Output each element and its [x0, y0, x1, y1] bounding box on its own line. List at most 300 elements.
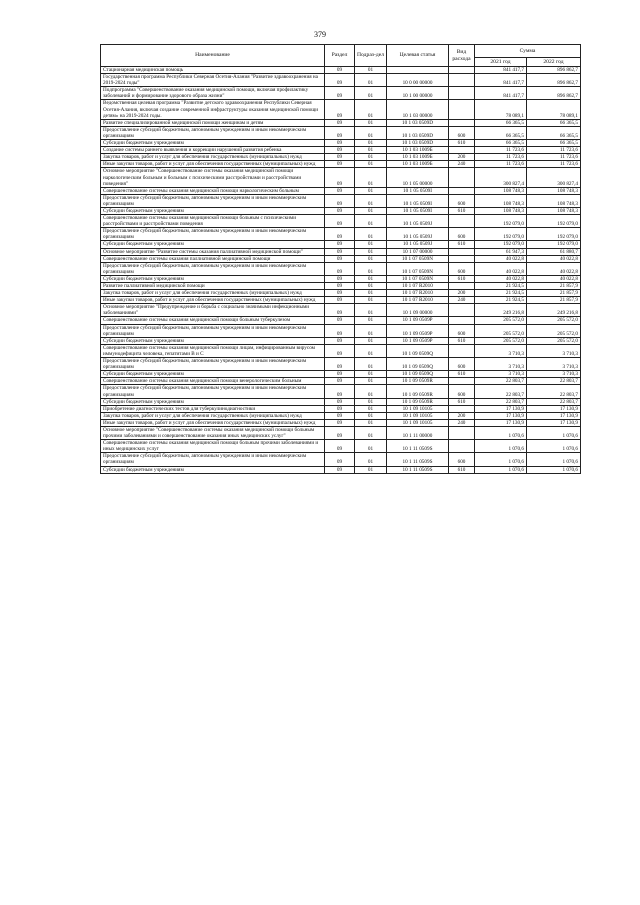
cell-expense: 610	[449, 398, 475, 405]
table-row	[101, 100, 581, 119]
cell-expense: 200	[449, 290, 475, 297]
header-target: Целевая статья	[387, 45, 449, 67]
cell-subsection: 01	[355, 154, 387, 161]
cell-sum-2021: 40 022,8	[475, 255, 527, 262]
cell-name: Совершенствование системы оказания медицинской помощи лицам, инфицированным вирусом иммунодефицита человека, гепатитами В и С	[101, 344, 325, 357]
cell-sum-2022: 17 130,9	[527, 419, 581, 426]
cell-sum-2021: 1 070,6	[475, 453, 527, 466]
table-row	[101, 147, 581, 154]
cell-sum-2022: 249 216,8	[527, 304, 581, 317]
table-row	[101, 378, 581, 385]
cell-section: 09	[325, 255, 355, 262]
cell-name: Субсидии бюджетным учреждениям	[101, 371, 325, 378]
cell-sum-2021: 21 924,5	[475, 290, 527, 297]
cell-subsection: 01	[355, 412, 387, 419]
header-name: Наименование	[101, 45, 325, 67]
cell-sum-2021: 3 710,3	[475, 371, 527, 378]
cell-target: 10 1 05 0509J	[387, 215, 449, 228]
cell-expense	[449, 255, 475, 262]
table-row	[101, 317, 581, 324]
cell-sum-2021: 3 710,3	[475, 344, 527, 357]
cell-target: 10 1 05 0509I	[387, 187, 449, 194]
cell-section: 09	[325, 304, 355, 317]
cell-sum-2022: 17 130,9	[527, 412, 581, 419]
cell-expense: 200	[449, 154, 475, 161]
cell-sum-2022: 192 079,0	[527, 228, 581, 241]
cell-sum-2021: 66 365,5	[475, 140, 527, 147]
table-row	[101, 248, 581, 255]
cell-name: Совершенствование системы оказания медицинской помощи венерологическим больным	[101, 378, 325, 385]
cell-target: 10 1 03 0509D	[387, 119, 449, 126]
cell-sum-2022: 896 862,7	[527, 87, 581, 100]
cell-section: 09	[325, 67, 355, 74]
cell-section: 09	[325, 290, 355, 297]
cell-sum-2021: 192 079,0	[475, 228, 527, 241]
cell-target: 10 1 09 0509R	[387, 385, 449, 398]
cell-section: 09	[325, 207, 355, 214]
cell-section: 09	[325, 426, 355, 439]
cell-section: 09	[325, 419, 355, 426]
cell-expense	[449, 378, 475, 385]
table-row	[101, 87, 581, 100]
cell-target: 10 1 07 R2010	[387, 283, 449, 290]
cell-expense: 240	[449, 297, 475, 304]
cell-target: 10 1 03 0509D	[387, 126, 449, 139]
cell-subsection: 01	[355, 168, 387, 187]
cell-section: 09	[325, 385, 355, 398]
cell-expense	[449, 405, 475, 412]
table-row	[101, 412, 581, 419]
cell-subsection: 01	[355, 161, 387, 168]
cell-sum-2021: 21 924,5	[475, 297, 527, 304]
cell-expense: 200	[449, 412, 475, 419]
cell-expense	[449, 187, 475, 194]
cell-expense: 600	[449, 228, 475, 241]
cell-name: Иные закупки товаров, работ и услуг для обеспечения государственных (муниципальных) нужд	[101, 161, 325, 168]
table-row	[101, 358, 581, 371]
budget-table	[100, 44, 581, 474]
cell-subsection: 01	[355, 371, 387, 378]
cell-section: 09	[325, 371, 355, 378]
cell-name: Развитие паллиативной медицинской помощи	[101, 283, 325, 290]
cell-section: 09	[325, 283, 355, 290]
table-row	[101, 255, 581, 262]
cell-expense: 600	[449, 262, 475, 275]
cell-name: Подпрограмма "Совершенствование оказания медицинской помощи, включая профилактику заболеваний и формирование здорового образа жизни"	[101, 87, 325, 100]
cell-section: 09	[325, 248, 355, 255]
cell-section: 09	[325, 74, 355, 87]
cell-sum-2021: 17 130,9	[475, 419, 527, 426]
table-row	[101, 324, 581, 337]
cell-section: 09	[325, 140, 355, 147]
table-row	[101, 304, 581, 317]
cell-name: Совершенствование системы оказания медицинской помощи больным туберкулезом	[101, 317, 325, 324]
cell-section: 09	[325, 405, 355, 412]
page-number: 379	[314, 30, 326, 39]
cell-expense	[449, 67, 475, 74]
cell-expense: 240	[449, 419, 475, 426]
cell-name: Субсидии бюджетным учреждениям	[101, 241, 325, 248]
cell-subsection: 01	[355, 440, 387, 453]
cell-section: 09	[325, 358, 355, 371]
cell-sum-2021: 66 365,5	[475, 126, 527, 139]
cell-target: 10 1 09 00000	[387, 304, 449, 317]
cell-name: Субсидии бюджетным учреждениям	[101, 337, 325, 344]
cell-name: Субсидии бюджетным учреждениям	[101, 207, 325, 214]
cell-subsection: 01	[355, 262, 387, 275]
table-body	[101, 67, 581, 474]
cell-expense	[449, 440, 475, 453]
cell-sum-2022: 3 710,3	[527, 358, 581, 371]
cell-expense: 610	[449, 337, 475, 344]
cell-name: Основное мероприятие "Совершенствование системы оказания медицинской помощи больным прочими заболеваниями и совершенствование оказания иных медицинских услуг"	[101, 426, 325, 439]
table-row	[101, 419, 581, 426]
cell-subsection: 01	[355, 426, 387, 439]
cell-name: Совершенствование системы оказания медицинской помощи больным с психическими расстройствами и расстройствами поведения	[101, 215, 325, 228]
cell-sum-2022: 300 827,4	[527, 168, 581, 187]
cell-sum-2022: 17 130,9	[527, 405, 581, 412]
cell-subsection: 01	[355, 207, 387, 214]
cell-expense: 610	[449, 207, 475, 214]
cell-subsection: 01	[355, 453, 387, 466]
cell-sum-2022: 61 880,7	[527, 248, 581, 255]
table-row	[101, 228, 581, 241]
cell-sum-2021: 841 417,7	[475, 74, 527, 87]
cell-target: 10 1 03 1009Б	[387, 147, 449, 154]
header-year-2022: 2022 год	[527, 58, 581, 67]
cell-sum-2022: 3 710,3	[527, 371, 581, 378]
table-row	[101, 426, 581, 439]
cell-expense: 610	[449, 275, 475, 282]
table-row	[101, 67, 581, 74]
cell-name: Субсидии бюджетным учреждениям	[101, 140, 325, 147]
cell-subsection: 01	[355, 419, 387, 426]
cell-expense	[449, 426, 475, 439]
table-row	[101, 466, 581, 473]
cell-subsection: 01	[355, 324, 387, 337]
cell-sum-2022: 22 803,7	[527, 378, 581, 385]
cell-section: 09	[325, 466, 355, 473]
cell-sum-2022: 66 365,5	[527, 126, 581, 139]
table-row	[101, 275, 581, 282]
cell-expense	[449, 344, 475, 357]
cell-section: 09	[325, 168, 355, 187]
cell-sum-2022: 21 857,9	[527, 283, 581, 290]
cell-expense	[449, 168, 475, 187]
table-row	[101, 194, 581, 207]
cell-target: 10 1 09 0509R	[387, 378, 449, 385]
cell-target: 10 1 11 0509S	[387, 440, 449, 453]
cell-name: Субсидии бюджетным учреждениям	[101, 466, 325, 473]
cell-name: Предоставление субсидий бюджетным, автономным учреждениям и иным некоммерческим организациям	[101, 262, 325, 275]
cell-section: 09	[325, 87, 355, 100]
cell-target: 10 1 07 R2010	[387, 290, 449, 297]
cell-sum-2022: 40 022,8	[527, 275, 581, 282]
cell-target	[387, 67, 449, 74]
cell-sum-2022: 1 070,6	[527, 466, 581, 473]
cell-sum-2022: 896 862,7	[527, 67, 581, 74]
cell-target: 10 1 11 0509S	[387, 466, 449, 473]
cell-subsection: 01	[355, 344, 387, 357]
table-row	[101, 154, 581, 161]
cell-expense: 240	[449, 161, 475, 168]
cell-sum-2021: 3 710,3	[475, 358, 527, 371]
cell-expense: 600	[449, 453, 475, 466]
cell-name: Совершенствование системы оказания медицинской помощи больным прочими заболеваниями и иных медицинских услуг	[101, 440, 325, 453]
cell-target: 10 1 07 00000	[387, 248, 449, 255]
cell-expense: 600	[449, 324, 475, 337]
cell-target: 10 1 07 0509N	[387, 262, 449, 275]
cell-section: 09	[325, 215, 355, 228]
cell-subsection: 01	[355, 248, 387, 255]
cell-expense	[449, 317, 475, 324]
cell-name: Закупка товаров, работ и услуг для обеспечения государственных (муниципальных) нужд	[101, 290, 325, 297]
cell-name: Совершенствование системы оказания медицинской помощи наркологическим больным	[101, 187, 325, 194]
cell-target: 10 1 05 0509I	[387, 207, 449, 214]
cell-name: Совершенствование системы оказания паллиативной медицинской помощи	[101, 255, 325, 262]
cell-sum-2021: 40 022,8	[475, 262, 527, 275]
cell-subsection: 01	[355, 241, 387, 248]
cell-name: Закупка товаров, работ и услуг для обеспечения государственных (муниципальных) нужд	[101, 154, 325, 161]
cell-subsection: 01	[355, 87, 387, 100]
cell-target: 10 1 03 1009Б	[387, 161, 449, 168]
cell-subsection: 01	[355, 283, 387, 290]
cell-expense	[449, 74, 475, 87]
cell-subsection: 01	[355, 378, 387, 385]
cell-sum-2021: 22 803,7	[475, 385, 527, 398]
cell-expense: 610	[449, 371, 475, 378]
cell-sum-2021: 11 723,6	[475, 154, 527, 161]
cell-section: 09	[325, 262, 355, 275]
cell-section: 09	[325, 440, 355, 453]
cell-section: 09	[325, 297, 355, 304]
cell-target: 10 1 07 0509N	[387, 255, 449, 262]
cell-sum-2022: 108 748,3	[527, 194, 581, 207]
cell-section: 09	[325, 100, 355, 119]
cell-expense	[449, 304, 475, 317]
cell-section: 09	[325, 275, 355, 282]
cell-section: 09	[325, 228, 355, 241]
cell-target: 10 1 09 10105	[387, 419, 449, 426]
cell-sum-2022: 22 803,7	[527, 398, 581, 405]
cell-target: 10 1 07 0509N	[387, 275, 449, 282]
table-row	[101, 290, 581, 297]
cell-section: 09	[325, 126, 355, 139]
cell-sum-2022: 192 079,0	[527, 241, 581, 248]
cell-expense: 600	[449, 385, 475, 398]
cell-name: Субсидии бюджетным учреждениям	[101, 275, 325, 282]
cell-sum-2022: 205 572,0	[527, 324, 581, 337]
cell-sum-2022: 22 803,7	[527, 385, 581, 398]
cell-section: 09	[325, 161, 355, 168]
cell-name: Предоставление субсидий бюджетным, автономным учреждениям и иным некоммерческим организациям	[101, 126, 325, 139]
cell-expense: 610	[449, 241, 475, 248]
cell-section: 09	[325, 412, 355, 419]
cell-expense: 600	[449, 358, 475, 371]
header-year-2021: 2021 год	[475, 58, 527, 67]
cell-section: 09	[325, 187, 355, 194]
cell-target: 10 1 11 00000	[387, 426, 449, 439]
cell-name: Предоставление субсидий бюджетным, автономным учреждениям и иным некоммерческим организациям	[101, 228, 325, 241]
cell-expense	[449, 248, 475, 255]
cell-name: Предоставление субсидий бюджетным, автономным учреждениям и иным некоммерческим организациям	[101, 385, 325, 398]
cell-name: Основное мероприятие "Предупреждение и борьба с социально значимыми инфекционными заболеваниями"	[101, 304, 325, 317]
cell-sum-2022: 3 710,3	[527, 344, 581, 357]
cell-name: Субсидии бюджетным учреждениям	[101, 398, 325, 405]
cell-subsection: 01	[355, 74, 387, 87]
cell-sum-2021: 11 723,6	[475, 147, 527, 154]
cell-target: 10 1 03 0509D	[387, 140, 449, 147]
cell-sum-2022: 108 748,3	[527, 207, 581, 214]
cell-name: Иные закупки товаров, работ и услуг для обеспечения государственных (муниципальных) нужд	[101, 297, 325, 304]
cell-name: Иные закупки товаров, работ и услуг для обеспечения государственных (муниципальных) нужд	[101, 419, 325, 426]
cell-section: 09	[325, 324, 355, 337]
cell-target: 10 1 09 0509R	[387, 398, 449, 405]
cell-sum-2021: 108 748,3	[475, 194, 527, 207]
cell-subsection: 01	[355, 147, 387, 154]
table-row	[101, 385, 581, 398]
cell-target: 10 1 09 0509P	[387, 317, 449, 324]
cell-subsection: 01	[355, 187, 387, 194]
cell-sum-2021: 192 079,0	[475, 215, 527, 228]
cell-sum-2021: 66 365,5	[475, 119, 527, 126]
cell-target: 10 1 09 0509Q	[387, 344, 449, 357]
cell-sum-2021: 205 572,0	[475, 317, 527, 324]
cell-subsection: 01	[355, 275, 387, 282]
cell-sum-2021: 21 924,5	[475, 283, 527, 290]
cell-expense	[449, 283, 475, 290]
cell-target: 10 1 05 0509I	[387, 194, 449, 207]
table-row	[101, 283, 581, 290]
table-row	[101, 187, 581, 194]
cell-subsection: 01	[355, 67, 387, 74]
cell-expense: 610	[449, 140, 475, 147]
cell-section: 09	[325, 337, 355, 344]
cell-sum-2021: 841 417,7	[475, 67, 527, 74]
cell-sum-2021: 40 022,8	[475, 275, 527, 282]
table-row	[101, 262, 581, 275]
cell-target: 10 0 00 00000	[387, 74, 449, 87]
cell-subsection: 01	[355, 317, 387, 324]
table-row	[101, 398, 581, 405]
cell-name: Государственная программа Республики Северная Осетия-Алания "Развитие здравоохранения на 2019-2024 годы"	[101, 74, 325, 87]
cell-subsection: 01	[355, 398, 387, 405]
cell-section: 09	[325, 119, 355, 126]
table-row	[101, 297, 581, 304]
cell-section: 09	[325, 194, 355, 207]
cell-name: Предоставление субсидий бюджетным, автономным учреждениям и иным некоммерческим организациям	[101, 194, 325, 207]
cell-target: 10 1 09 0509Q	[387, 371, 449, 378]
cell-subsection: 01	[355, 385, 387, 398]
cell-sum-2021: 841 417,7	[475, 87, 527, 100]
cell-sum-2021: 300 827,4	[475, 168, 527, 187]
cell-sum-2021: 205 572,0	[475, 324, 527, 337]
cell-subsection: 01	[355, 119, 387, 126]
cell-target: 10 1 07 R2010	[387, 297, 449, 304]
cell-sum-2022: 1 070,6	[527, 426, 581, 439]
cell-sum-2021: 108 748,3	[475, 207, 527, 214]
table-row	[101, 241, 581, 248]
cell-sum-2022: 896 862,7	[527, 74, 581, 87]
cell-name: Развитие специализированной медицинской помощи женщинам и детям	[101, 119, 325, 126]
cell-sum-2022: 1 070,6	[527, 440, 581, 453]
cell-section: 09	[325, 154, 355, 161]
cell-sum-2021: 205 572,0	[475, 337, 527, 344]
cell-sum-2022: 66 365,5	[527, 140, 581, 147]
cell-subsection: 01	[355, 215, 387, 228]
cell-sum-2021: 249 216,8	[475, 304, 527, 317]
cell-name: Приобретение диагностических тестов для туберкулинодиагностики	[101, 405, 325, 412]
cell-sum-2022: 1 070,6	[527, 453, 581, 466]
cell-section: 09	[325, 378, 355, 385]
cell-subsection: 01	[355, 290, 387, 297]
cell-sum-2021: 22 803,7	[475, 378, 527, 385]
cell-target: 10 1 03 00000	[387, 100, 449, 119]
cell-expense: 610	[449, 466, 475, 473]
cell-sum-2021: 1 070,6	[475, 440, 527, 453]
cell-name: Ведомственная целевая программа "Развитие детского здравоохранения Республики Северная Осетия-Алания, включая создание современной инфраструктуры оказания медицинской помощи детям» на 2019-2024 годы.	[101, 100, 325, 119]
cell-expense	[449, 215, 475, 228]
table-row	[101, 453, 581, 466]
cell-subsection: 01	[355, 255, 387, 262]
cell-sum-2021: 61 947,3	[475, 248, 527, 255]
table-row	[101, 215, 581, 228]
cell-target: 10 1 05 0509J	[387, 228, 449, 241]
cell-expense	[449, 87, 475, 100]
cell-target: 10 1 03 1009Б	[387, 154, 449, 161]
cell-expense: 600	[449, 194, 475, 207]
cell-sum-2022: 192 079,0	[527, 215, 581, 228]
cell-name: Предоставление субсидий бюджетным, автономным учреждениям и иным некоммерческим организациям	[101, 358, 325, 371]
table-row	[101, 371, 581, 378]
cell-subsection: 01	[355, 228, 387, 241]
header-expense: Вид расхода	[449, 45, 475, 67]
cell-expense: 600	[449, 126, 475, 139]
cell-name: Стационарная медицинская помощь	[101, 67, 325, 74]
header-section: Раздел	[325, 45, 355, 67]
cell-expense	[449, 100, 475, 119]
cell-sum-2021: 1 070,6	[475, 466, 527, 473]
cell-subsection: 01	[355, 140, 387, 147]
cell-subsection: 01	[355, 337, 387, 344]
cell-target: 10 1 05 00000	[387, 168, 449, 187]
cell-sum-2022: 21 857,9	[527, 290, 581, 297]
cell-section: 09	[325, 344, 355, 357]
table-row	[101, 440, 581, 453]
cell-name: Закупка товаров, работ и услуг для обеспечения государственных (муниципальных) нужд	[101, 412, 325, 419]
cell-target: 10 1 05 0509J	[387, 241, 449, 248]
cell-target: 10 1 09 10105	[387, 405, 449, 412]
cell-expense	[449, 147, 475, 154]
cell-name: Создание системы раннего выявления и коррекции нарушений развития ребенка	[101, 147, 325, 154]
cell-sum-2022: 78 089,1	[527, 100, 581, 119]
table-row	[101, 119, 581, 126]
cell-sum-2022: 66 365,5	[527, 119, 581, 126]
cell-sum-2021: 11 723,6	[475, 161, 527, 168]
cell-subsection: 01	[355, 297, 387, 304]
cell-subsection: 01	[355, 100, 387, 119]
header-subsection: Подраз-дел	[355, 45, 387, 67]
cell-name: Предоставление субсидий бюджетным, автономным учреждениям и иным некоммерческим организациям	[101, 453, 325, 466]
table-row	[101, 168, 581, 187]
cell-section: 09	[325, 453, 355, 466]
table-row	[101, 161, 581, 168]
cell-section: 09	[325, 147, 355, 154]
cell-target: 10 1 00 00000	[387, 87, 449, 100]
cell-subsection: 01	[355, 466, 387, 473]
cell-subsection: 01	[355, 194, 387, 207]
cell-sum-2022: 40 022,8	[527, 262, 581, 275]
